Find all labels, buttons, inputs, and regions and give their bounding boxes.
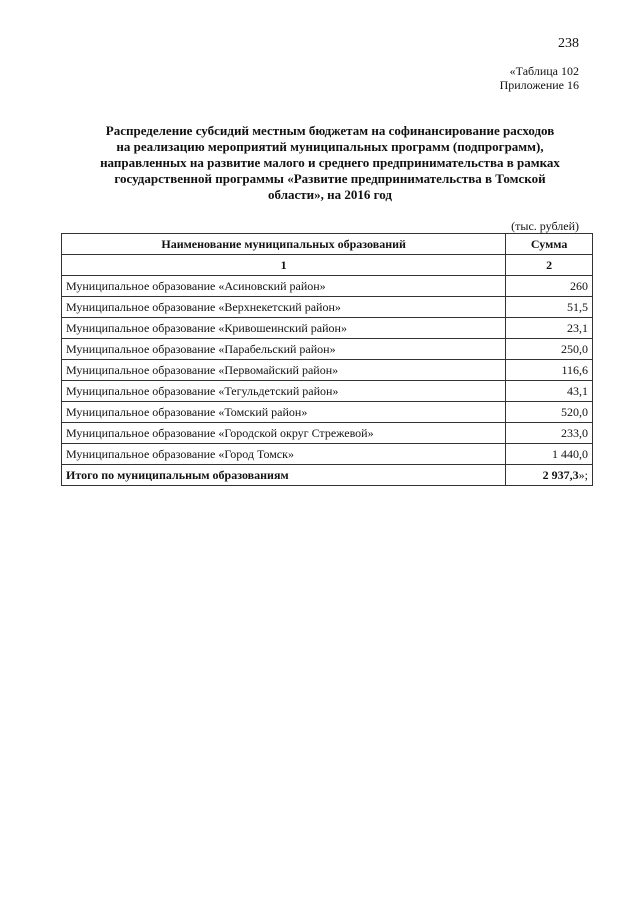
row-name: Муниципальное образование «Тегульдетский район» [62, 381, 506, 402]
title-line: Распределение субсидий местным бюджетам на софинансирование расходов [105, 123, 555, 138]
closing-quote: »; [578, 467, 588, 482]
table-row [62, 423, 593, 444]
table-row [62, 402, 593, 423]
header-name: Наименование муниципальных образований [62, 234, 506, 255]
title-line: направленных на развитие малого и среднего предпринимательства в рамках [100, 155, 560, 170]
table-row [62, 318, 593, 339]
row-sum: 260 [506, 276, 593, 297]
title-line: области», на 2016 год [268, 187, 392, 202]
title-line: на реализацию мероприятий муниципальных программ (подпрограмм), [116, 139, 544, 154]
row-sum: 23,1 [506, 318, 593, 339]
document-title [64, 123, 596, 203]
total-row [62, 465, 593, 486]
units-label: (тыс. рублей) [511, 219, 579, 233]
row-sum: 43,1 [506, 381, 593, 402]
appendix-ref-line: Приложение 16 [499, 78, 579, 92]
row-name: Муниципальное образование «Городской округ Стрежевой» [62, 423, 506, 444]
table-row [62, 444, 593, 465]
table-header-row [62, 234, 593, 255]
table-row [62, 339, 593, 360]
table-row [62, 297, 593, 318]
table-reference [500, 64, 579, 92]
row-name: Муниципальное образование «Город Томск» [62, 444, 506, 465]
table-row [62, 360, 593, 381]
row-name: Муниципальное образование «Верхнекетский район» [62, 297, 506, 318]
row-name: Муниципальное образование «Кривошеинский район» [62, 318, 506, 339]
total-sum-cell [506, 465, 593, 486]
row-name: Муниципальное образование «Парабельский район» [62, 339, 506, 360]
row-sum: 51,5 [506, 297, 593, 318]
row-sum: 520,0 [506, 402, 593, 423]
header-sum: Сумма [506, 234, 593, 255]
row-name: Муниципальное образование «Первомайский район» [62, 360, 506, 381]
row-sum: 233,0 [506, 423, 593, 444]
row-sum: 116,6 [506, 360, 593, 381]
total-sum: 2 937,3 [542, 467, 579, 482]
column-number-row [62, 255, 593, 276]
row-name: Муниципальное образование «Асиновский район» [62, 276, 506, 297]
row-sum: 1 440,0 [506, 444, 593, 465]
total-name: Итого по муниципальным образованиям [62, 465, 506, 486]
subsidies-table [61, 233, 593, 486]
page-number: 238 [558, 36, 579, 51]
row-name: Муниципальное образование «Томский район» [62, 402, 506, 423]
column-number: 1 [62, 255, 506, 276]
table-row [62, 276, 593, 297]
table-ref-line: «Таблица 102 [509, 64, 579, 78]
table-row [62, 381, 593, 402]
row-sum: 250,0 [506, 339, 593, 360]
title-line: государственной программы «Развитие предпринимательства в Томской [114, 171, 546, 186]
column-number: 2 [506, 255, 593, 276]
